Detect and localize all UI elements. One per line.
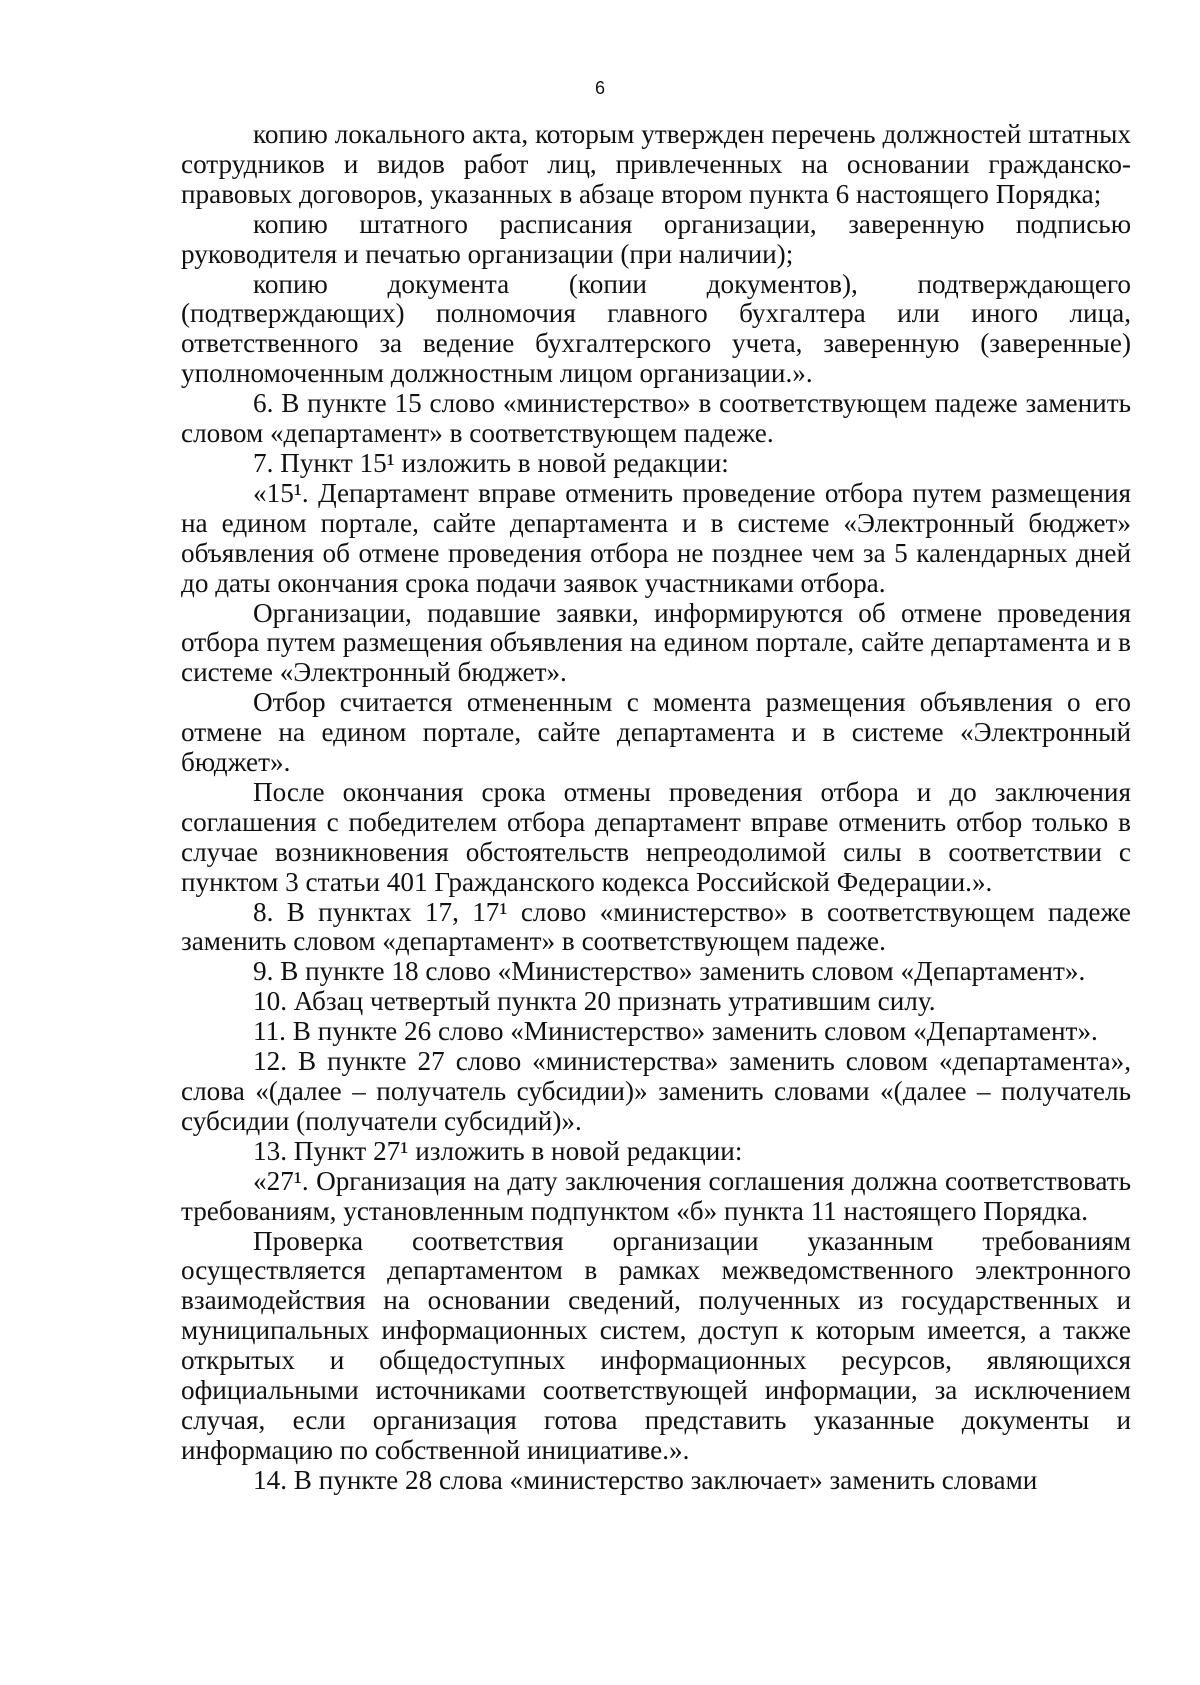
paragraph: 8. В пунктах 17, 17¹ слово «министерство» в соответствующем падеже заменить словом «департамент» в соответствующем падеже. [181, 896, 1131, 957]
paragraph: 7. Пункт 15¹ изложить в новой редакции: [253, 447, 729, 478]
paragraph: После окончания срока отмены проведения отбора и до заключения соглашения с победителем отбора департамент вправе отменить отбор только в случае возникновения обстоятельств непреодолимой силы в соответствии с пунктом 3 статьи 401 Гражданского кодекса Российской Федерации.». [181, 776, 1131, 897]
paragraph: 12. В пункте 27 слово «министерства» заменить словом «департамента», слова «(далее – получатель субсидии)» заменить словами «(далее – получатель субсидии (получатели субсидий)». [181, 1046, 1131, 1136]
paragraph: «15¹. Департамент вправе отменить проведение отбора путем размещения на едином портале, сайте департамента и в системе «Электронный бюджет» объявления об отмене проведения отбора не позднее чем за 5 календарных дней до даты окончания срока подачи заявок участниками отбора. [181, 477, 1131, 598]
paragraph: «27¹. Организация на дату заключения соглашения должна соответствовать требованиям, установленным подпунктом «б» пункта 11 настоящего Порядка. [181, 1165, 1131, 1226]
paragraph: 6. В пункте 15 слово «министерство» в соответствующем падеже заменить словом «департамент» в соответствующем падеже. [181, 388, 1131, 449]
paragraph: 9. В пункте 18 слово «Министерство» заменить словом «Департамент». [253, 956, 1086, 987]
page-number: 6 [594, 78, 605, 98]
paragraph: копию локального акта, которым утвержден перечень должностей штатных сотрудников и видов работ лиц, привлеченных на основании гражданско-правовых договоров, указанных в абзаце втором пункта 6 настоящего Порядка; [181, 119, 1131, 209]
paragraph: 14. В пункте 28 слова «министерство заключает» заменить словами [253, 1464, 1038, 1495]
paragraph: 13. Пункт 27¹ изложить в новой редакции: [253, 1135, 743, 1166]
paragraph: 11. В пункте 26 слово «Министерство» заменить словом «Департамент». [253, 1016, 1098, 1047]
paragraph: Проверка соответствия организации указанным требованиям осуществляется департаментом в рамках межведомственного электронного взаимодействия на основании сведений, полученных из государственных и муниципальных информационных систем, доступ к которым имеется, а также открытых и общедоступных информационных ресурсов, являющихся официальными источниками соответствующей информации, за исключением случая, если организация готова представить указанные документы и информацию по собственной инициативе.». [181, 1225, 1131, 1465]
paragraph: 10. Абзац четвертый пункта 20 признать утратившим силу. [253, 986, 936, 1017]
paragraph: Отбор считается отмененным с момента размещения объявления о его отмене на едином портале, сайте департамента и в системе «Электронный бюджет». [181, 687, 1131, 778]
paragraph: копию документа (копии документов), подтверждающего (подтверждающих) полномочия главного бухгалтера или иного лица, ответственного за ведение бухгалтерского учета, заверенную (заверенные) уполномоченным должностным лицом организации.». [181, 268, 1131, 389]
document-body [181, 120, 1131, 1496]
paragraph: копию штатного расписания организации, заверенную подписью руководителя и печатью организации (при наличии); [181, 208, 1131, 269]
paragraph: Организации, подавшие заявки, информируются об отмене проведения отбора путем размещения объявления на едином портале, сайте департамента и в системе «Электронный бюджет». [181, 597, 1131, 688]
